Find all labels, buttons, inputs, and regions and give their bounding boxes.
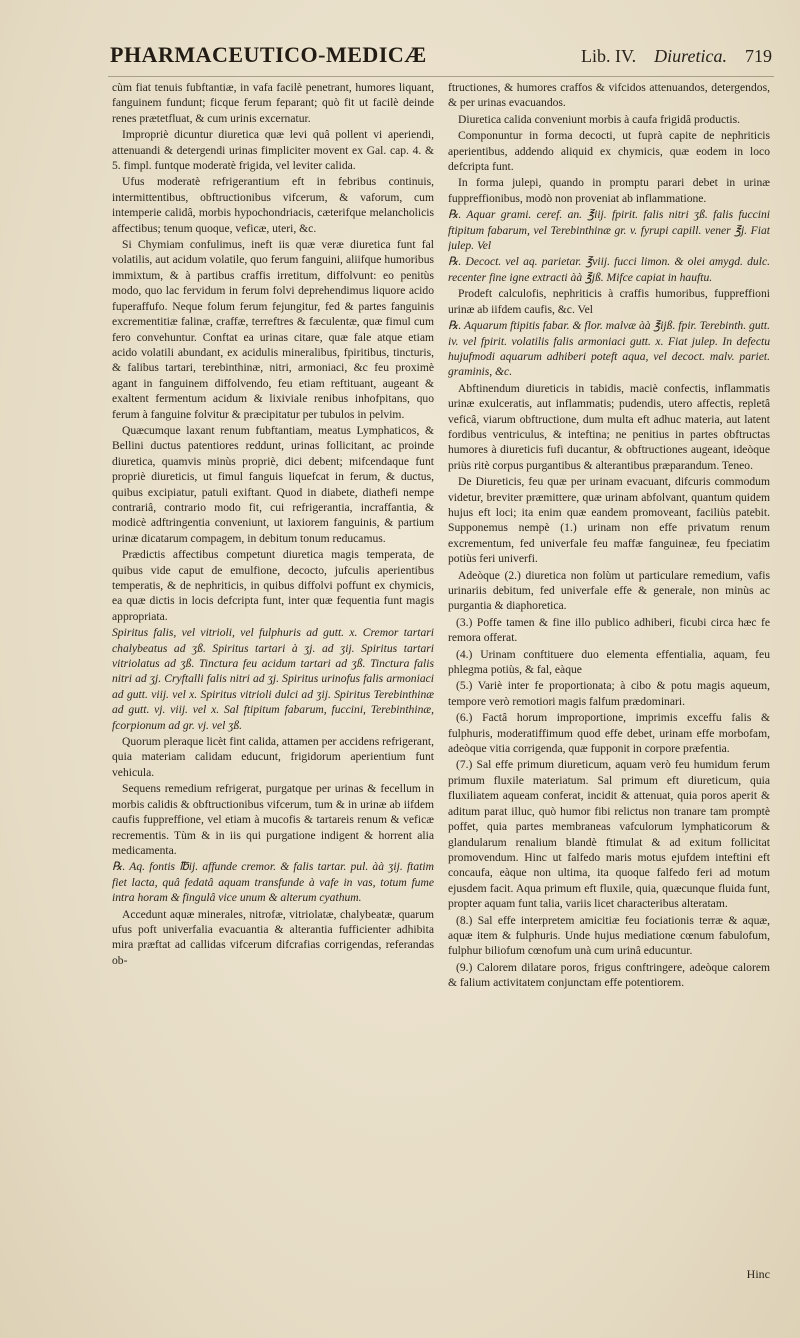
paragraph: cùm fiat tenuis fubftantiæ, in vafa facilè penetrant, humores liquant, fanguinem fundunt; ficque ferum feparant; quò fit ut facilè deinde renes prætetfluat, & cum urinis excernatur.: [112, 81, 434, 125]
paragraph: Componuntur in forma decocti, ut fuprà capite de nephriticis aperientibus, addendo aliquid ex chymicis, quæ eodem in loco defcripta funt.: [448, 129, 770, 174]
header-right: [581, 46, 772, 67]
left-column: [112, 80, 434, 1298]
paragraph: Spiritus falis, vel vitrioli, vel fulphuris ad gutt. x. Cremor tartari chalybeatus ad ʒß. Spiritus tartari à ʒj. ad ʒij. Spiritus tartari vitriolatus ad ʒß. Tinctura feu acidum tartari ad ʒß. Tinctura falis nitri ad ʒj. Cryftalli falis nitri ad ʒj. Spiritus urinofus falis armoniaci ad gutt. viij. vel x. Spiritus vitrioli dulci ad ʒij. Spiritus Terebinthinæ ad gutt. vj. viij. vel x. Sal ftipitum fabarum, fuccini, Terebinthinæ, fcorpionum ad gr. vj. vel ʒß.: [112, 626, 434, 732]
paragraph: Prædictis affectibus competunt diuretica magis temperata, de quibus vide caput de emulfione, decocto, jufculis aperientibus temperatis, & de nephriticis, in quibus diffolvi poffunt ex chymicis, ea quæ dictis in locis defcripta funt, inter quæ fequentia funt magis appropriata.: [112, 548, 434, 623]
header-rule: [108, 76, 774, 77]
catchword: Hinc: [746, 1267, 770, 1281]
paragraph: Diuretica calida conveniunt morbis à caufa frigidâ productis.: [458, 112, 741, 126]
paragraph: Sequens remedium refrigerat, purgatque per urinas & fecellum in morbis calidis & obftructionibus vifcerum, tum & in urinæ ab iifdem caufis fuppreffione, vel etiam à mucofis & tartareis renum & veficæ recrementis. Tùm & in iis qui purgatione indigent & horrent alia medicamenta.: [112, 782, 434, 857]
paragraph: Impropriè dicuntur diuretica quæ levi quâ pollent vi aperiendi, attenuandi & detergendi urinas fimpliciter movent ex Gal. cap. 4. & 5. fimpl. funtque moderatè frigida, vel leviter calida.: [112, 128, 434, 173]
paragraph: In forma julepi, quando in promptu parari debet in urinæ fuppreffionibus, modò non proveniat ab inflammatione.: [448, 176, 770, 205]
paragraph: Adeòque (2.) diuretica non folùm ut particulare remedium, vafis urinariis debitum, fed univerfale effe & generale, non minùs ac purgantia & diaphoretica.: [448, 568, 770, 613]
paragraph: (7.) Sal effe primum diureticum, aquam verò feu humidum ferum primum fluxile materiatum. Sal primum eft diureticum, quia fluxiliatem aqueam conferat, incidit & attenuat, quia poros aperit & aditum parat illuc, quò humor fibi relictus non tranare tam promptè poffet, quia partes membraneas vafculorum lymphaticorum & glandularum renalium blandè ftimulat & ad exitum follicitat promovendum. Hinc ut falfedo maris motus ejufdem inteftini eft concaufa, eàque non ultima, ita quoque falfedo feri ad motum ejusdem facit. Aqua primum eft fluxile, quia, quæcunque fluida funt, propter aquam funt talia, variis licet characteribus alteratam.: [448, 758, 770, 911]
paragraph: ℞. Decoct. vel aq. parietar. ℥viij. fucci limon. & olei amygd. dulc. recenter fine igne extracti àà ℥jß. Mifce capiat in hauftu.: [448, 255, 770, 284]
paragraph: (5.) Variè inter fe proportionata; à cibo & potu magis aqueum, tempore verò remotiori magis falfum prædominari.: [448, 679, 770, 708]
page-header: [110, 42, 772, 76]
section-title: Diuretica.: [654, 46, 727, 66]
paragraph: ftructiones, & humores craffos & vifcidos attenuandos, detergendos, & per urinas evacuandos.: [448, 81, 770, 110]
running-title: PHARMACEUTICO-MEDICÆ: [110, 42, 427, 67]
book-number: Lib. IV.: [581, 46, 637, 66]
paragraph: ℞. Aq. fontis ℔ij. affunde cremor. & falis tartar. pul. àà ʒij. ftatim fiet lacta, quâ fedatâ aquam transfunde à vafe in vas, totum fume intra horam & fingulâ vice unum & alterum cyathum.: [112, 860, 434, 905]
paragraph: Abftinendum diureticis in tabidis, maciè confectis, inflammatis urinæ exulceratis, aut inflammatis; pudendis, utero affectis, repletâ veficâ, viarum obftructione, dum multa eft adhuc materia, aut latent fordibus ventriculus, & inteftina; ne penitius in partes obftructas humores à diureticis fufi ducantur, & obftructiones augeant, ideòque priùs ritè corpus purgantibus & alterantibus præparandum. Teneo.: [448, 381, 770, 472]
paragraph: De Diureticis, feu quæ per urinam evacuant, difcuris commodum videtur, breviter præmittere, quæ urinam abfolvant, quantum quidem hujus eft loci; ita enim quæ eandem promoveant, faciliùs patebit. Supponemus nempè (1.) urinam non effe privatum renum excrementum, fed univerfale feu maffæ fanguineæ, feu fpeciatim potiùs feri univerfi.: [448, 475, 770, 566]
paragraph: (6.) Factâ horum improportione, imprimis exceffu falis & fulphuris, moderatiffimum quod effe debet, urinam effe morbofam, adeòque vitia corrigenda, quæ fupponit in corpore præfentia.: [448, 711, 770, 756]
text-columns: [112, 80, 770, 1298]
paragraph: (3.) Poffe tamen & fine illo publico adhiberi, ficubi circa hæc fe remora offerat.: [448, 615, 770, 645]
right-column: [448, 80, 770, 1298]
paragraph: Quæcumque laxant renum fubftantiam, meatus Lymphaticos, & Bellini ductus patentiores reddunt, urinas follicitant, ac proinde diuretica, quamvis minùs propriè, dici debent; mifcendaque funt propriè diureticis, ut fimul fanguis liquefcat in ferum, & ductus, quibus excipiatur, patuli exiftant. Quod in diabete, diathefi nempe contrariâ, contrario modo fit, cui refrigerantia, incraffantia, & modicè adftringentia conveniunt, ut laxiorem fanguinis, & partium urinæ dicatarum compagem, in debitum tonum reducamus.: [112, 423, 434, 545]
paragraph: Accedunt aquæ minerales, nitrofæ, vitriolatæ, chalybeatæ, quarum ufus poft univerfalia evacuantia & alterantia fufficienter adhibita mira præftat ad callidas vifcerum difcrafias corrigendas, referandas ob-: [112, 907, 434, 967]
paragraph: ℞. Aquarum ftipitis fabar. & flor. malvæ àà ℥ijß. fpir. Terebinth. gutt. iv. vel fpirit. volatilis falis armoniaci gutt. x. Fiat julep. In defectu hujufmodi aquarum adhiberi poteft aqua, vel decoct. malv. pariet. graminis, &c.: [448, 319, 770, 379]
paragraph: (8.) Sal effe interpretem amicitiæ feu fociationis terræ & aquæ, aquæ item & fulphuris. Unde hujus mediatione cœnum fabulofum, fulphur biliofum cœnofum unà cum urinâ educuntur.: [448, 913, 770, 958]
paragraph: Prodeft calculofis, nephriticis à craffis humoribus, fuppreffioni urinæ ab iifdem caufis, &c. Vel: [448, 287, 770, 316]
paragraph: (9.) Calorem dilatare poros, frigus conftringere, adeòque calorem & falium activitatem conjunctam effe potentiorem.: [448, 960, 770, 990]
paragraph: Quorum pleraque licèt fint calida, attamen per accidens refrigerant, quia materiam calidam educunt, frigidorum aperientium funt vehicula.: [112, 735, 434, 779]
page-number: 719: [745, 46, 772, 66]
paragraph: ℞. Aquar grami. ceref. an. ℥iij. fpirit. falis nitri ʒß. falis fuccini ftipitum fabarum, vel Terebinthinæ gr. v. fyrupi capill. vener ℥j. Fiat julep. Vel: [448, 208, 770, 253]
paragraph: Ufus moderatè refrigerantium eft in febribus continuis, intermittentibus, obftructionibus vifcerum, & vaforum, cum intemperie calidâ, morbis hypochondriacis, cæterifque melancholicis affectibus; tenum quoque, veficæ, uteri, &c.: [112, 175, 434, 235]
paragraph: Si Chymiam confulimus, ineft iis quæ veræ diuretica funt fal volatilis, aut acidum volatile, quo ferum fanguini, aliifque humoribus immixtum, & à partibus craffis irretitum, diffolvunt: eo penitùs modo, quo lac fervidum in ferum folvi deprehendimus liquore acido fuperaffufo. Neque folum ferum fejungitur, fed & partes fanguinis excrementitiæ falinæ, craffæ, terreftres & fæculentæ, quæ fimul cum fero convehuntur. Conftat ea urinas citare, quæ fale atque etiam acido volatili abundant, ex acidulis mineralibus, fpiritibus, tincturis, & falibus tartari, terebinthinæ, nitri, armoniaci, &c feu proximè agant in fanguinem diffolvendo, feu etiam reftituant, augeant & exaltent fermentum acidum & lixiviale renibus inhofpitans, quo ferum à fanguine folvitur & præcipitatur per tubulos in pelvim.: [112, 238, 434, 421]
paragraph: (4.) Urinam conftituere duo elementa effentialia, aquam, feu phlegma potiùs, & fal, eàque: [448, 647, 770, 677]
